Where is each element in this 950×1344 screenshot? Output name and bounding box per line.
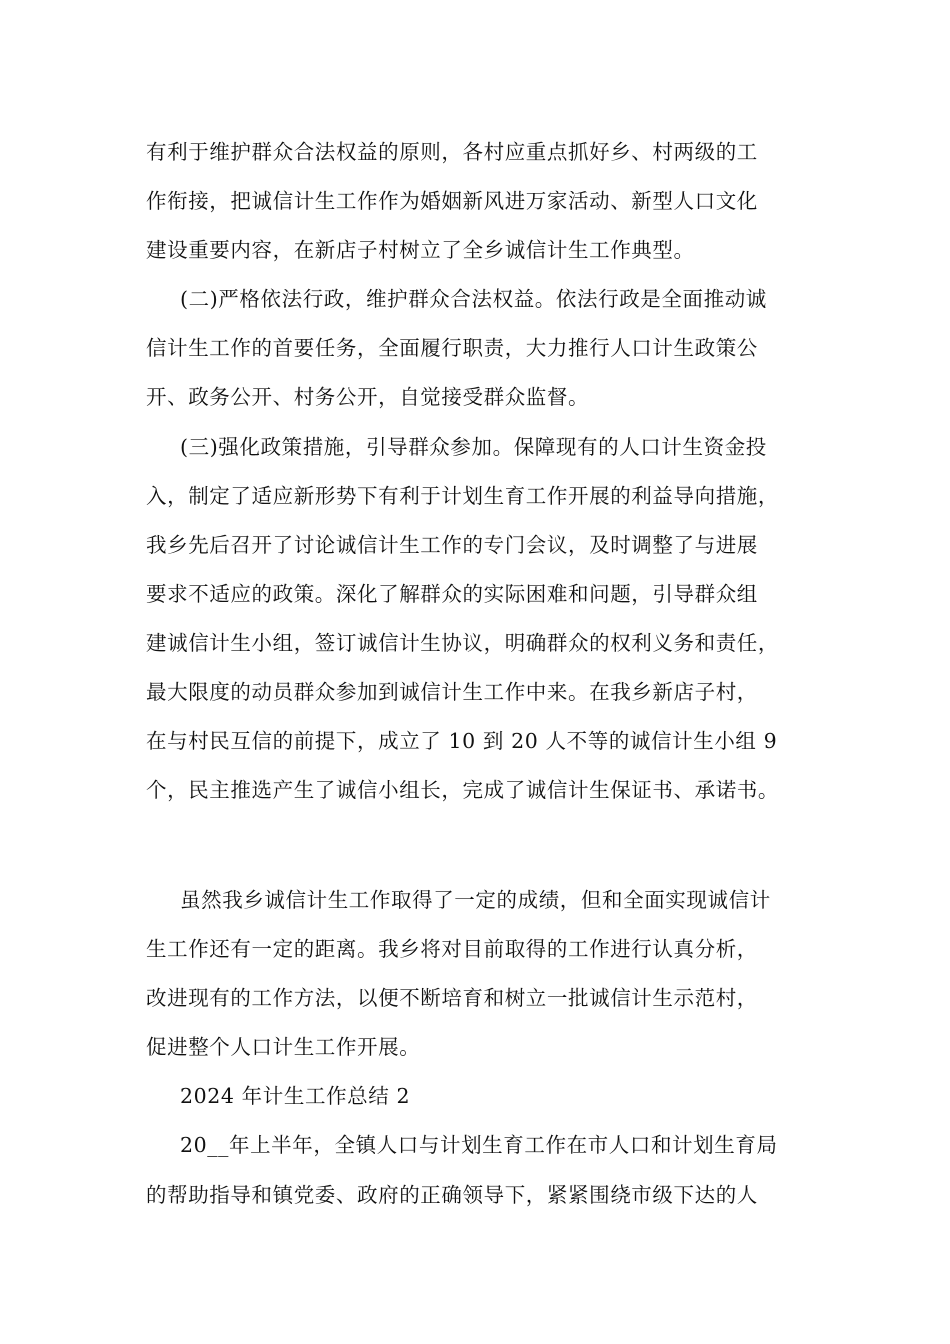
text-line: 最大限度的动员群众参加到诚信计生工作中来。在我乡新店子村， — [146, 680, 758, 705]
text-line: 入，制定了适应新形势下有利于计划生育工作开展的利益导向措施， — [146, 483, 779, 508]
text-line: 信计生工作的首要任务，全面履行职责，大力推行人口计生政策公 — [146, 336, 758, 361]
section-two-heading-line: (二)严格依法行政，维护群众合法权益。依法行政是全面推动诚 — [180, 287, 767, 312]
text-line: 在与村民互信的前提下，成立了 10 到 20 人不等的诚信计生小组 9 — [146, 729, 778, 754]
text-line: 建设重要内容，在新店子村树立了全乡诚信计生工作典型。 — [146, 238, 695, 263]
paragraph-start-line: 虽然我乡诚信计生工作取得了一定的成绩，但和全面实现诚信计 — [180, 888, 771, 912]
text-line: 建诚信计生小组，签订诚信计生协议，明确群众的权利义务和责任， — [146, 630, 779, 655]
text-line: 我乡先后召开了讨论诚信计生工作的专门会议，及时调整了与进展 — [146, 532, 758, 557]
section-title-line: 2024 年计生工作总结 2 — [180, 1084, 411, 1109]
text-line: 有利于维护群众合法权益的原则，各村应重点抓好乡、村两级的工 — [146, 140, 758, 164]
body-text-block-1 — [146, 128, 826, 815]
text-line: 改进现有的工作方法，以便不断培育和树立一批诚信计生示范村， — [146, 986, 758, 1011]
paragraph-start-line: 20__年上半年，全镇人口与计划生育工作在市人口和计划生育局 — [180, 1133, 778, 1158]
text-line: 促进整个人口计生工作开展。 — [146, 1035, 421, 1060]
text-line: 要求不适应的政策。深化了解群众的实际困难和问题，引导群众组 — [146, 581, 758, 606]
text-line: 开、政务公开、村务公开，自觉接受群众监督。 — [146, 385, 590, 410]
text-line: 的帮助指导和镇党委、政府的正确领导下，紧紧围绕市级下达的人 — [146, 1182, 758, 1207]
section-three-heading-line: (三)强化政策措施，引导群众参加。保障现有的人口计生资金投 — [180, 434, 767, 459]
text-line: 个，民主推选产生了诚信小组长，完成了诚信计生保证书、承诺书。 — [146, 778, 779, 803]
body-text-block-2 — [146, 876, 826, 1220]
text-line: 生工作还有一定的距离。我乡将对目前取得的工作进行认真分析， — [146, 937, 758, 962]
text-line: 作衔接，把诚信计生工作作为婚姻新风进万家活动、新型人口文化 — [146, 189, 758, 214]
